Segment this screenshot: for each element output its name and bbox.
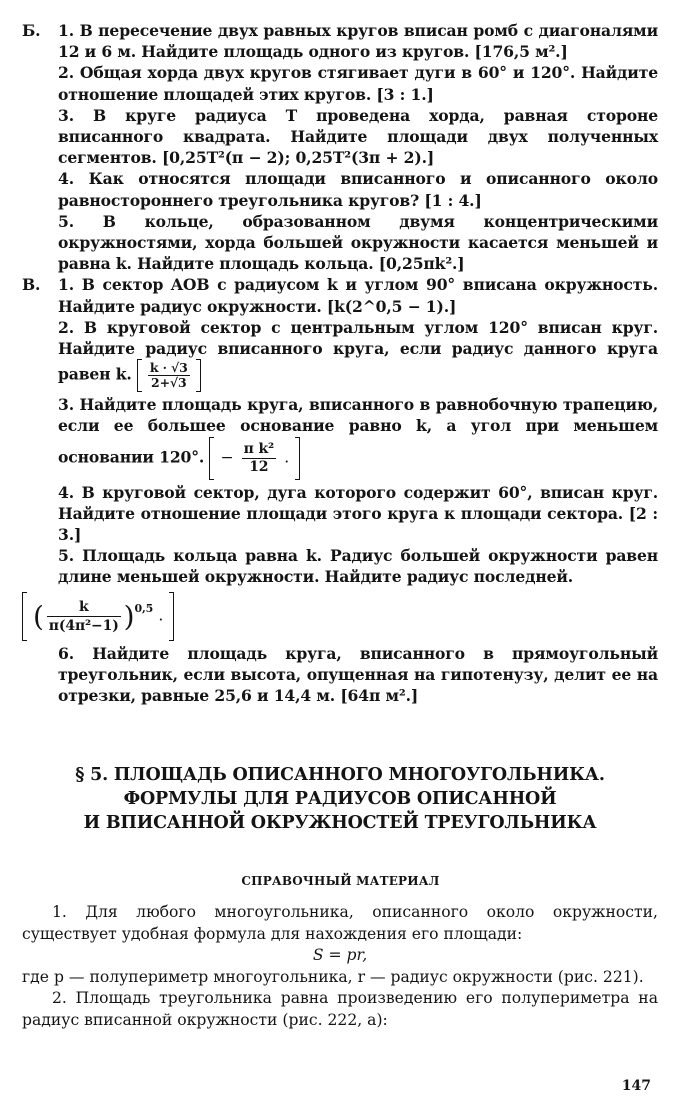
answer-block bbox=[22, 592, 658, 641]
problem-item: 2. Общая хорда двух кругов стягивает дуги в 60° и 120°. Найдите отношение площадей этих кругов. [3 : 1.] bbox=[58, 63, 658, 104]
problem-item: 1. В сектор AOB с радиусом k и углом 90° вписана окружность. Найдите радиус окружности. [k(2^0,5 − 1).] bbox=[58, 275, 659, 316]
problem-item: 5. Площадь кольца равна k. Радиус большей окружности равен длине меньшей окружности. Найдите радиус последней. ( $\frac{k}{\text{π(4π²−1)}}$ )$^{0,5}$ . bbox=[58, 545, 658, 640]
answer-bracket: ( $\frac{k}{\text{π(4π²−1)}}$ )$^{0,5}$ . bbox=[22, 592, 174, 641]
section-title-line: ФОРМУЛЫ ДЛЯ РАДИУСОВ ОПИСАННОЙ bbox=[123, 789, 557, 809]
page-number: 147 bbox=[621, 1078, 651, 1094]
answer-bracket: − $\frac{\text{π k²}}{12}$ . bbox=[209, 437, 300, 480]
problem-item: 6. Найдите площадь круга, вписанного в прямоугольный треугольник, если высота, опущенная на гипотенузу, делит ее на отрезки, равные 25,6 и 14,4 м. [64π м².] bbox=[58, 643, 659, 706]
problem-item: 4. Как относятся площади вписанного и описанного около равностороннего треугольника кругов? [1 : 4.] bbox=[58, 169, 659, 210]
answer-fraction: $\frac{k \cdot √3}{2+√3}$ bbox=[149, 360, 188, 391]
problem-item: 3. В круге радиуса T проведена хорда, равная стороне вписанного квадрата. Найдите площади двух полученных сегментов. [0,25T²(π − 2); 0,25T²(3π + 2).] bbox=[58, 105, 658, 168]
problem-item: 5. В кольце, образованном двумя концентрическими окружностями, хорда большей окружности касается меньшей и равна k. Найдите площадь кольца. [0,25πk².] bbox=[58, 211, 658, 274]
answer-fraction: $\frac{\text{π k²}}{12}$ bbox=[243, 440, 274, 475]
group-label: Б. bbox=[22, 21, 41, 40]
reference-heading: СПРАВОЧНЫЙ МАТЕРИАЛ bbox=[241, 874, 440, 888]
paragraph: где p — полупериметр многоугольника, r — радиус окружности (рис. 221). bbox=[22, 967, 644, 986]
problem-item: 4. В круговой сектор, дуга которого содержит 60°, вписан круг. Найдите отношение площади этого круга к площади сектора. [2 : 3.] bbox=[58, 482, 659, 545]
answer-fraction: $\frac{k}{\text{π(4π²−1)}}$ bbox=[48, 598, 119, 634]
answer-bracket bbox=[137, 359, 201, 392]
reference-body bbox=[22, 902, 658, 1032]
problem-item: 3. Найдите площадь круга, вписанного в равнобочную трапецию, если ее большее основание равно k, а угол при меньшем основании 120°. − $\frac{\text{π k²}}{12}$ . bbox=[58, 394, 658, 479]
section-title bbox=[22, 763, 658, 835]
paragraph: 1. Для любого многоугольника, описанного около окружности, существует удобная формула для нахождения его площади: bbox=[22, 903, 658, 943]
problem-group-v bbox=[22, 274, 658, 706]
paragraph: 2. Площадь треугольника равна произведению его полупериметра на радиус вписанной окружности (рис. 222, а): bbox=[22, 989, 658, 1029]
answer-exponent: 0,5 bbox=[134, 601, 154, 615]
group-label: В. bbox=[22, 275, 41, 295]
problem-item: 2. В круговой сектор с центральным углом 120° вписан круг. Найдите радиус вписанного круга, если радиус данного круга равен k. $\frac{k \cdot √3}{2+√3}$ bbox=[58, 317, 659, 391]
problem-item: 1. В пересечение двух равных кругов вписан ромб с диагоналями 12 и 6 м. Найдите площадь одного из кругов. [176,5 м².] bbox=[58, 21, 658, 62]
section-title-line: И ВПИСАННОЙ ОКРУЖНОСТЕЙ ТРЕУГОЛЬНИКА bbox=[83, 813, 597, 833]
problem-group-b bbox=[22, 20, 658, 274]
section-title-line: § 5. ПЛОЩАДЬ ОПИСАННОГО МНОГОУГОЛЬНИКА. bbox=[75, 765, 605, 785]
formula: S = pr, bbox=[312, 946, 368, 965]
problems-block bbox=[22, 20, 658, 706]
